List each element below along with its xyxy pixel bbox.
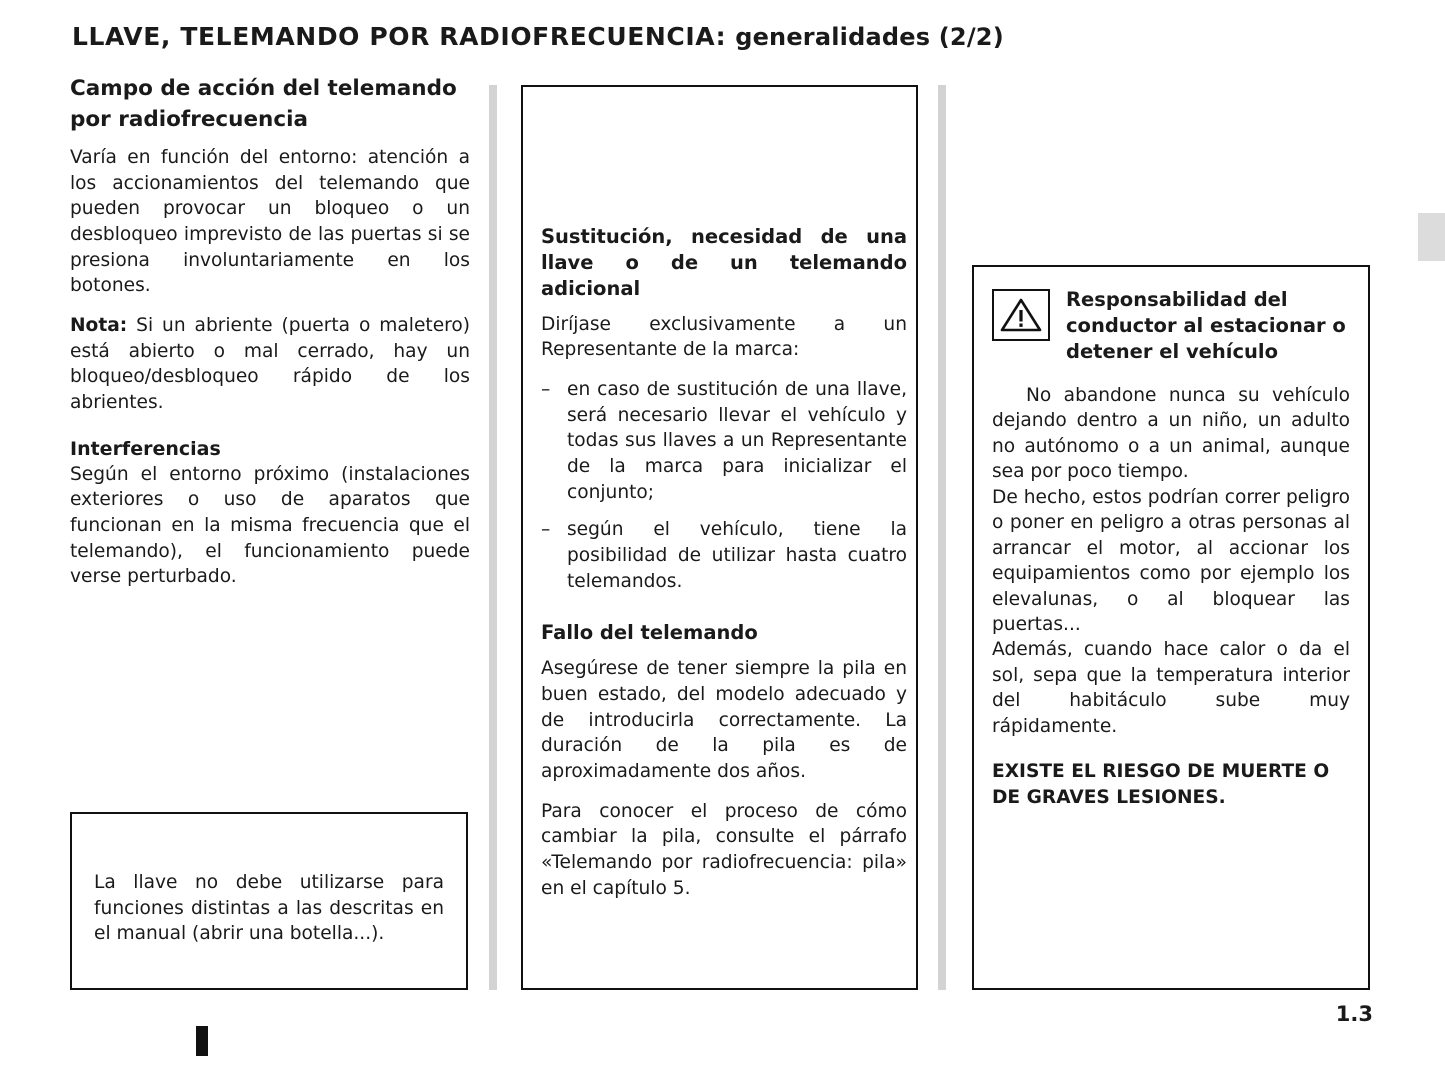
column-one [70,74,470,590]
warning-header [992,287,1350,365]
warning-triangle-icon [992,289,1050,341]
section-heading-sustitucion: Sustitución, necesidad de una llave o de un telemando adicional [541,225,907,300]
paragraph-cambiar-pila: Para conocer el proceso de cómo cambiar la pila, consulte el párrafo «Telemando por radiofrecuencia: pila» en el capítulo 5. [541,800,907,899]
paragraph-nota [70,313,470,416]
paragraph-fallo-pila: Asegúrese de tener siempre la pila en buen estado, del modelo adecuado y de introducirla correctamente. La duración de la pila es de aproximadamente dos años. [541,658,907,782]
warning-paragraph-2: De hecho, estos podrían correr peligro o poner en peligro a otras personas al arrancar el motor, al accionar los equipamientos como por ejemplo los elevalunas, o al bloquear las puertas... [992,486,1350,635]
paragraph-campo-accion: Varía en función del entorno: atención a los accionamientos del telemando que pueden provocar un bloqueo o un desbloqueo imprevisto de las puertas si se presiona involuntariamente en los botones. [70,147,470,297]
list-item-text: en caso de sustitución de una llave, será necesario llevar el vehículo y todas sus llaves a un Representante de la marca para inicializar el conjunto; [567,379,907,503]
boxed-note-llave-text: La llave no debe utilizarse para funciones distintas a las descritas en el manual (abrir una botella...). [94,872,444,945]
chapter-tab-marker [1418,213,1445,261]
section-heading-interferencias: Interferencias [70,437,221,460]
column-separator-right [938,85,946,990]
sustitucion-list [541,377,907,594]
column-two-box [521,85,918,990]
boxed-note-llave [70,812,468,990]
dash-bullet: – [541,379,551,401]
nota-text: Si un abriente (puerta o maletero) está abierto o mal cerrado, hay un bloqueo/desbloqueo rápido de los abrientes. [70,314,470,413]
list-item [541,517,907,594]
page-number: 1.3 [1335,1002,1373,1026]
list-item [541,377,907,505]
page-title [72,22,1004,51]
paragraph-interferencias: Según el entorno próximo (instalaciones exteriores o uso de aparatos que funcionan en la misma frecuencia que el telemando), el funcionamiento puede verse perturbado. [70,463,470,588]
section-heading-fallo: Fallo del telemando [541,621,758,645]
bottom-page-mark [196,1026,208,1052]
dash-bullet: – [541,519,551,541]
list-item-text: según el vehículo, tiene la posibilidad de utilizar hasta cuatro telemandos. [567,519,907,592]
warning-heading: Responsabilidad del conductor al estacionar o detener el vehículo [1066,288,1346,363]
column-two-content [541,224,907,915]
page-title-sub: generalidades (2/2) [735,23,1004,51]
paragraph-dirijase: Diríjase exclusivamente a un Representante de la marca: [541,313,907,361]
nota-label: Nota: [70,314,128,336]
column-separator-left [489,85,497,990]
column-three-warning-box [972,265,1370,990]
warning-bold-statement: EXISTE EL RIESGO DE MUERTE O DE GRAVES LESIONES. [992,761,1330,808]
warning-paragraph-1: No abandone nunca su vehículo dejando dentro a un niño, un adulto no autónomo o a un animal, aunque sea por poco tiempo. [992,384,1350,483]
section-heading-campo-de-accion: Campo de acción del telemando por radiofrecuencia [70,76,457,132]
page-title-main: LLAVE, TELEMANDO POR RADIOFRECUENCIA: [72,22,727,51]
warning-paragraph-3: Además, cuando hace calor o da el sol, sepa que la temperatura interior del habitáculo sube muy rápidamente. [992,639,1350,737]
